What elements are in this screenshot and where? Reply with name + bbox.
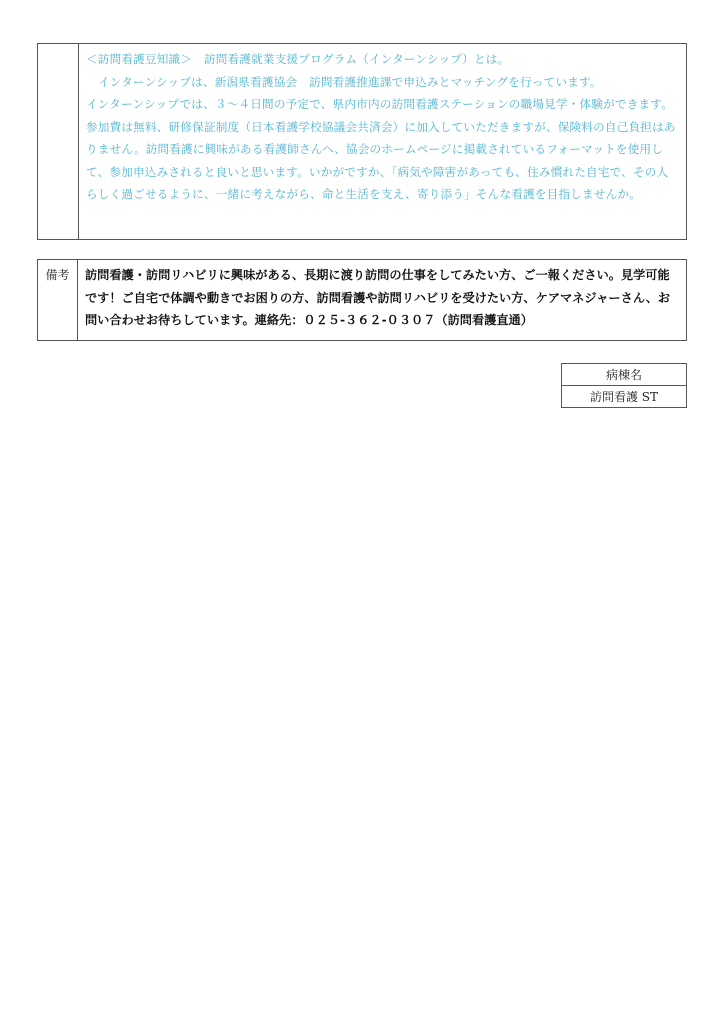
remarks-box bbox=[37, 259, 687, 341]
intro-content bbox=[79, 44, 686, 239]
intro-heading: ＜訪問看護豆知識＞ 訪問看護就業支援プログラム（インターンシップ）とは。 bbox=[86, 52, 510, 66]
ward-header: 病棟名 bbox=[562, 364, 687, 386]
remarks-text: 訪問看護・訪問リハビリに興味がある、長期に渡り訪問の仕事をしてみたい方、ご一報ください。見学可能です！ご自宅で体調や動きでお困りの方、訪問看護や訪問リハビリを受けたい方、ケアマネジャーさん、お問い合わせお待ちしています。連絡先：０２５-３６２-０３０７（訪問看護直通） bbox=[85, 268, 671, 327]
intro-left-cell bbox=[38, 44, 79, 239]
ward-value: 訪問看護 ST bbox=[562, 386, 687, 408]
intro-line2: インターンシップは、新潟県看護協会 訪問看護推進課で申込みとマッチングを行っています。 bbox=[98, 74, 602, 89]
intro-box bbox=[37, 43, 687, 240]
remarks-label: 備考 bbox=[38, 260, 78, 340]
intro-body: インターンシップでは、３～４日間の予定で、県内市内の訪問看護ステーションの職場見学・体験ができます。参加費は無料、研修保証制度（日本看護学校協議会共済会）に加入していただきますが、保険料の自己負担はありません。訪問看護に興味がある看護師さんへ、協会のホームページに掲載されているフォーマットを使用して、参加申込みされると良いと思います。いかがですか、「病気や障害があっても、住み慣れた自宅で、その人らしく過ごせるように、一緒に考えながら、命と生活を支え、寄り添う」そんな看護を目指しませんか。 bbox=[86, 97, 676, 201]
ward-table bbox=[561, 363, 687, 408]
